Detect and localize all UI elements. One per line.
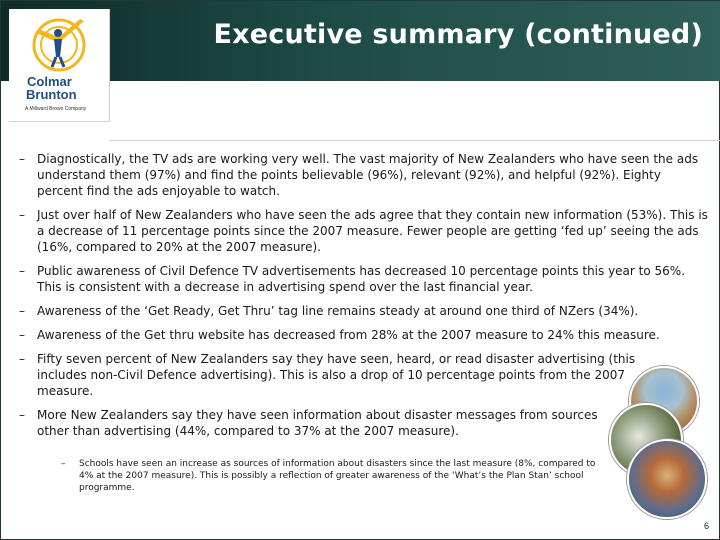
- logo: [9, 9, 110, 122]
- header: [1, 1, 720, 141]
- sub-bullet-text: Schools have seen an increase as sources of information about disasters since the last measure (8%, compared to 4% at the 2007 measure). This is possibly a reflection of greater awareness of the ‘What’s the Plan Stan’ school programme.: [79, 459, 596, 493]
- logo-text-colmar: Colmar: [27, 74, 72, 89]
- bullet-item: [19, 151, 709, 199]
- bullet-text: Fifty seven percent of New Zealanders say they have seen, heard, or read disaster advertising (this includes non-Civil Defence advertising). This is also a drop of 10 percentage points from the 2007 measure.: [37, 352, 636, 398]
- bullet-item: [19, 207, 709, 255]
- bullet-dash: –: [19, 304, 25, 318]
- header-divider: [109, 140, 720, 141]
- bullet-text: More New Zealanders say they have seen information about disaster messages from sources other than advertising (44%, compared to 37% at the 2007 measure).: [37, 408, 598, 438]
- bullet-text: Just over half of New Zealanders who have seen the ads agree that they contain new information (53%). This is a decrease of 11 percentage points since the 2007 measure. Fewer people are getting ‘fed up’ seeing the ads (16%, compared to 20% at the 2007 measure).: [37, 208, 708, 254]
- bullet-text: Diagnostically, the TV ads are working very well. The vast majority of New Zealanders who have seen the ads understand them (97%) and find the points believable (96%), relevant (92%), and helpful (92%). Eighty percent find the ads enjoyable to watch.: [37, 152, 699, 198]
- bullet-text: Awareness of the ‘Get Ready, Get Thru’ tag line remains steady at around one third of NZers (34%).: [37, 304, 639, 318]
- bullet-dash: –: [19, 352, 25, 366]
- bullet-dash: –: [19, 208, 25, 222]
- sub-bullet-item: [61, 458, 609, 494]
- sub-bullet-dash: –: [61, 459, 66, 469]
- logo-text-brunton: Brunton: [26, 87, 77, 102]
- bullet-list: [19, 151, 709, 447]
- bullet-item: [19, 327, 709, 343]
- bullet-item: [19, 351, 637, 399]
- logo-tagline: A Millward Brown Company: [25, 106, 87, 112]
- page-number: 6: [703, 521, 709, 531]
- bullet-dash: –: [19, 152, 25, 166]
- bullet-text: Awareness of the Get thru website has decreased from 28% at the 2007 measure to 24% this measure.: [37, 328, 660, 342]
- bullet-dash: –: [19, 264, 25, 278]
- bullet-dash: –: [19, 328, 25, 342]
- photo-people: [627, 439, 707, 519]
- bullet-dash: –: [19, 408, 25, 422]
- bullet-item: [19, 303, 709, 319]
- bullet-text: Public awareness of Civil Defence TV advertisements has decreased 10 percentage points this year to 56%. This is consistent with a decrease in advertising spend over the last financial year.: [37, 264, 686, 294]
- page-title: Executive summary (continued): [213, 19, 703, 50]
- colmar-brunton-emblem-icon: [24, 13, 94, 73]
- bullet-item: [19, 263, 709, 295]
- bullet-item: [19, 407, 617, 439]
